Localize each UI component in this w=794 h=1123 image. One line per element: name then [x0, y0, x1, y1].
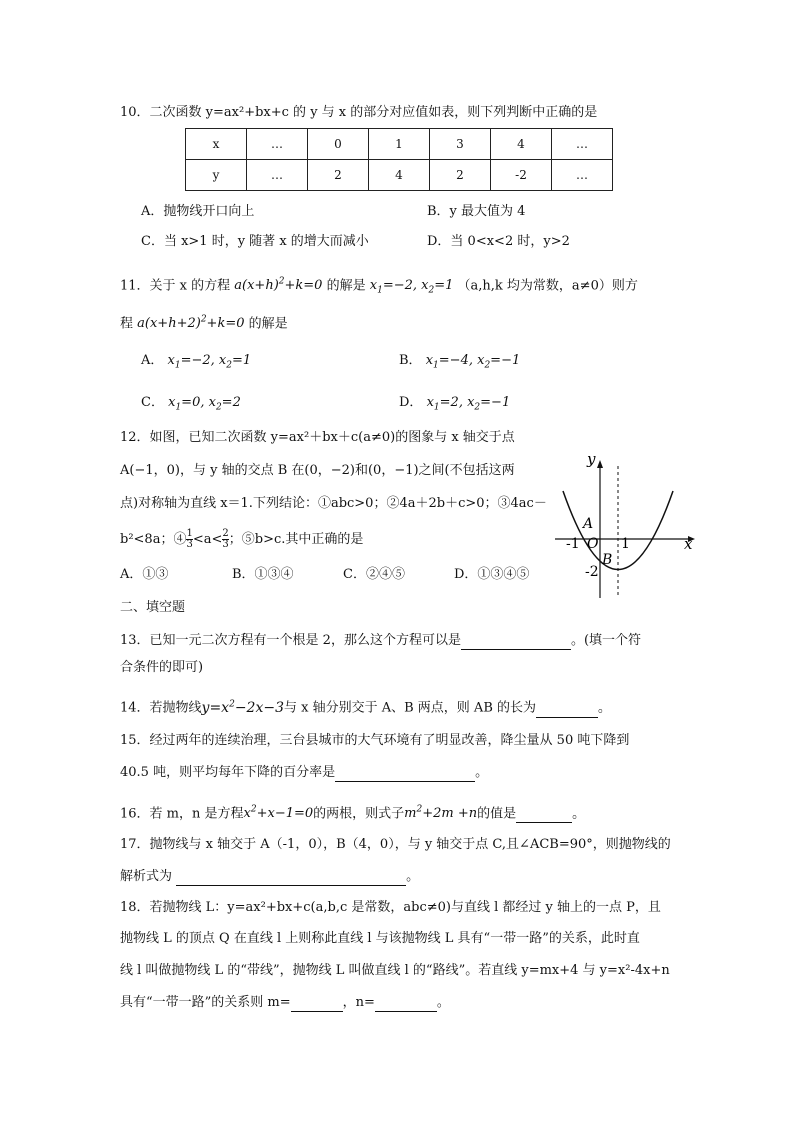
q16-mid: 的两根，则式子	[313, 806, 405, 822]
q11-line2-prefix: 程	[120, 316, 134, 332]
q11-option-b	[399, 352, 520, 375]
q10-option-c: C．当 x>1 时，y 随著 x 的增大而减小	[141, 234, 369, 249]
tick-label-neg2: -2	[585, 564, 599, 580]
q11-option-d	[399, 394, 510, 417]
q15-line1: 15．经过两年的连续治理，三台县城市的大气环境有了明显改善，降尘量从 50 吨下降到	[120, 733, 630, 748]
answer-blank[interactable]	[461, 635, 571, 650]
table-cell: 0	[308, 129, 369, 160]
q14-suffix: 与 x 轴分别交于 A、B 两点，则 AB 的长为	[284, 700, 537, 716]
q12-line4	[120, 529, 363, 550]
q13-text: 13．已知一元二次方程有一个根是 2，那么这个方程可以是	[120, 633, 461, 648]
q10-option-b: B．y 最大值为 4	[427, 204, 526, 219]
numerator: 2	[222, 528, 229, 539]
y-axis-label: y	[587, 450, 596, 468]
q12-line1: 12．如图，已知二次函数 y=ax²＋bx＋c(a≠0)的图象与 x 轴交于点	[120, 430, 515, 445]
q10-option-d: D．当 0<x<2 时，y>2	[427, 234, 570, 249]
q16-prefix: 16．若 m，n 是方程	[120, 806, 244, 822]
answer-blank[interactable]	[176, 871, 406, 886]
answer-blank[interactable]	[536, 703, 598, 718]
q12-line4b: <a<	[192, 532, 223, 547]
q13-suffix: 。(填一个符	[570, 633, 642, 648]
origin-label: O	[587, 536, 599, 552]
option-label: A．	[141, 353, 164, 368]
option-math: $x_1=2$, $x_2=-1$	[426, 395, 511, 413]
table-cell: 4	[491, 129, 552, 160]
q15-end: 。	[475, 765, 489, 780]
table-cell: x	[186, 129, 247, 160]
x-axis-label: x	[684, 535, 693, 553]
q12-line3: 点)对称轴为直线 x＝1.下列结论：①abc>0；②4a＋2b＋c>0；③4ac－	[120, 496, 547, 511]
y-axis-arrow	[597, 460, 603, 468]
table-cell: …	[552, 160, 613, 191]
q13-line2: 合条件的即可)	[120, 660, 204, 675]
option-label: B．	[399, 353, 422, 368]
q18-line1: 18．若抛物线 L：y=ax²+bx+c(a,b,c 是常数，abc≠0)与直线 l 都经过 y 轴上的一点 P，且	[120, 900, 661, 915]
q14-line	[120, 695, 611, 718]
option-math: $x_1=-2$, $x_2=1$	[167, 353, 252, 371]
q11-line2-suffix: 的解是	[248, 316, 288, 332]
table-cell: 1	[369, 129, 430, 160]
q13-line1	[120, 632, 641, 650]
q11-prefix: 11．关于 x 的方程	[120, 278, 231, 294]
table-cell: …	[552, 129, 613, 160]
q17-line2-text: 解析式为	[120, 869, 173, 884]
denominator: 3	[186, 539, 193, 550]
parabola-graph	[545, 448, 705, 603]
q16-end: 。	[572, 806, 586, 822]
table-cell: …	[247, 129, 308, 160]
q11-roots: $x_1=-2$, $x_2=1$	[369, 278, 454, 296]
q17-line1: 17．抛物线与 x 轴交于 A（-1，0），B（4，0），与 y 轴交于点 C,且∠ACB=90°，则抛物线的	[120, 837, 671, 852]
table-cell: …	[247, 160, 308, 191]
value-table	[185, 128, 613, 191]
tick-label-1: 1	[621, 536, 630, 552]
q17-end: 。	[406, 869, 420, 884]
q12-line2: A(−1，0)，与 y 轴的交点 B 在(0，−2)和(0，−1)之间(不包括这两	[120, 463, 515, 478]
q12-line4c: ；⑤b>c.其中正确的是	[228, 532, 364, 547]
point-b-label: B	[602, 552, 613, 568]
table-cell: 3	[430, 129, 491, 160]
q12-option-c: C．②④⑤	[343, 567, 405, 582]
answer-blank[interactable]	[516, 808, 572, 823]
option-label: C．	[141, 395, 164, 410]
q18-line4-b: ，n=	[342, 995, 375, 1010]
option-label: D．	[399, 395, 423, 410]
denominator: 3	[222, 539, 229, 550]
q18-line4-c: 。	[436, 995, 450, 1010]
table-row-y	[186, 160, 613, 191]
q11-mid: 的解是	[326, 278, 366, 294]
q12-option-d: D．①③④⑤	[454, 567, 530, 582]
q15-line2	[120, 764, 488, 782]
q17-line2	[120, 868, 419, 886]
q15-line2-text: 40.5 吨，则平均每年下降的百分率是	[120, 765, 336, 780]
q10-option-a: A．抛物线开口向上	[141, 204, 255, 219]
q16-equation: $x^2+x-1=0$	[243, 805, 314, 822]
q18-line4-a: 具有“一带一路”的关系则 m=	[120, 995, 291, 1010]
table-cell: -2	[491, 160, 552, 191]
q12-line4a: b²<8a；④	[120, 532, 187, 547]
q10-stem: 10．二次函数 y=ax²+bx+c 的 y 与 x 的部分对应值如表，则下列判断中正确的是	[120, 105, 598, 120]
option-math: $x_1=-4$, $x_2=-1$	[425, 353, 521, 371]
q14-equation: $y=x^2-2x-3$	[201, 699, 284, 716]
table-cell: y	[186, 160, 247, 191]
q11-option-a	[141, 352, 251, 375]
answer-blank-m[interactable]	[291, 997, 343, 1012]
answer-blank[interactable]	[335, 767, 475, 782]
table-cell: 2	[308, 160, 369, 191]
section-title: 二、填空题	[120, 600, 186, 615]
q11-equation2: $a(x+h+2)^2+k=0$	[137, 315, 245, 332]
numerator: 1	[186, 528, 193, 539]
table-row-x	[186, 129, 613, 160]
answer-blank-n[interactable]	[375, 997, 437, 1012]
q16-suffix: 的值是	[477, 806, 517, 822]
q12-option-b: B．①③④	[232, 567, 294, 582]
q18-line4	[120, 994, 450, 1012]
q16-line	[120, 801, 585, 823]
q14-end: 。	[598, 700, 612, 716]
q18-line3: 线 l 叫做抛物线 L 的“带线”，抛物线 L 叫做直线 l 的“路线”。若直线 y=mx+4 与 y=x²-4x+n	[120, 963, 670, 978]
q11-line2	[120, 311, 288, 333]
tick-label-neg1: -1	[566, 536, 580, 552]
q14-prefix: 14．若抛物线	[120, 700, 202, 716]
table-cell: 2	[430, 160, 491, 191]
q11-equation: $a(x+h)^2+k=0$	[234, 277, 323, 294]
q11-condition: （a,h,k 均为常数，a≠0）则方	[457, 278, 638, 294]
point-a-label: A	[583, 516, 594, 532]
table-cell: 4	[369, 160, 430, 191]
q16-expression: $m^2+2m +n$	[404, 805, 478, 822]
q11-option-c	[141, 394, 241, 417]
q11-line1	[120, 273, 638, 300]
q12-option-a: A．①③	[120, 567, 169, 582]
option-math: $x_1=0$, $x_2=2$	[168, 395, 241, 413]
q18-line2: 抛物线 L 的顶点 Q 在直线 l 上则称此直线 l 与该抛物线 L 具有“一带一路”的关系，此时直	[120, 931, 640, 946]
